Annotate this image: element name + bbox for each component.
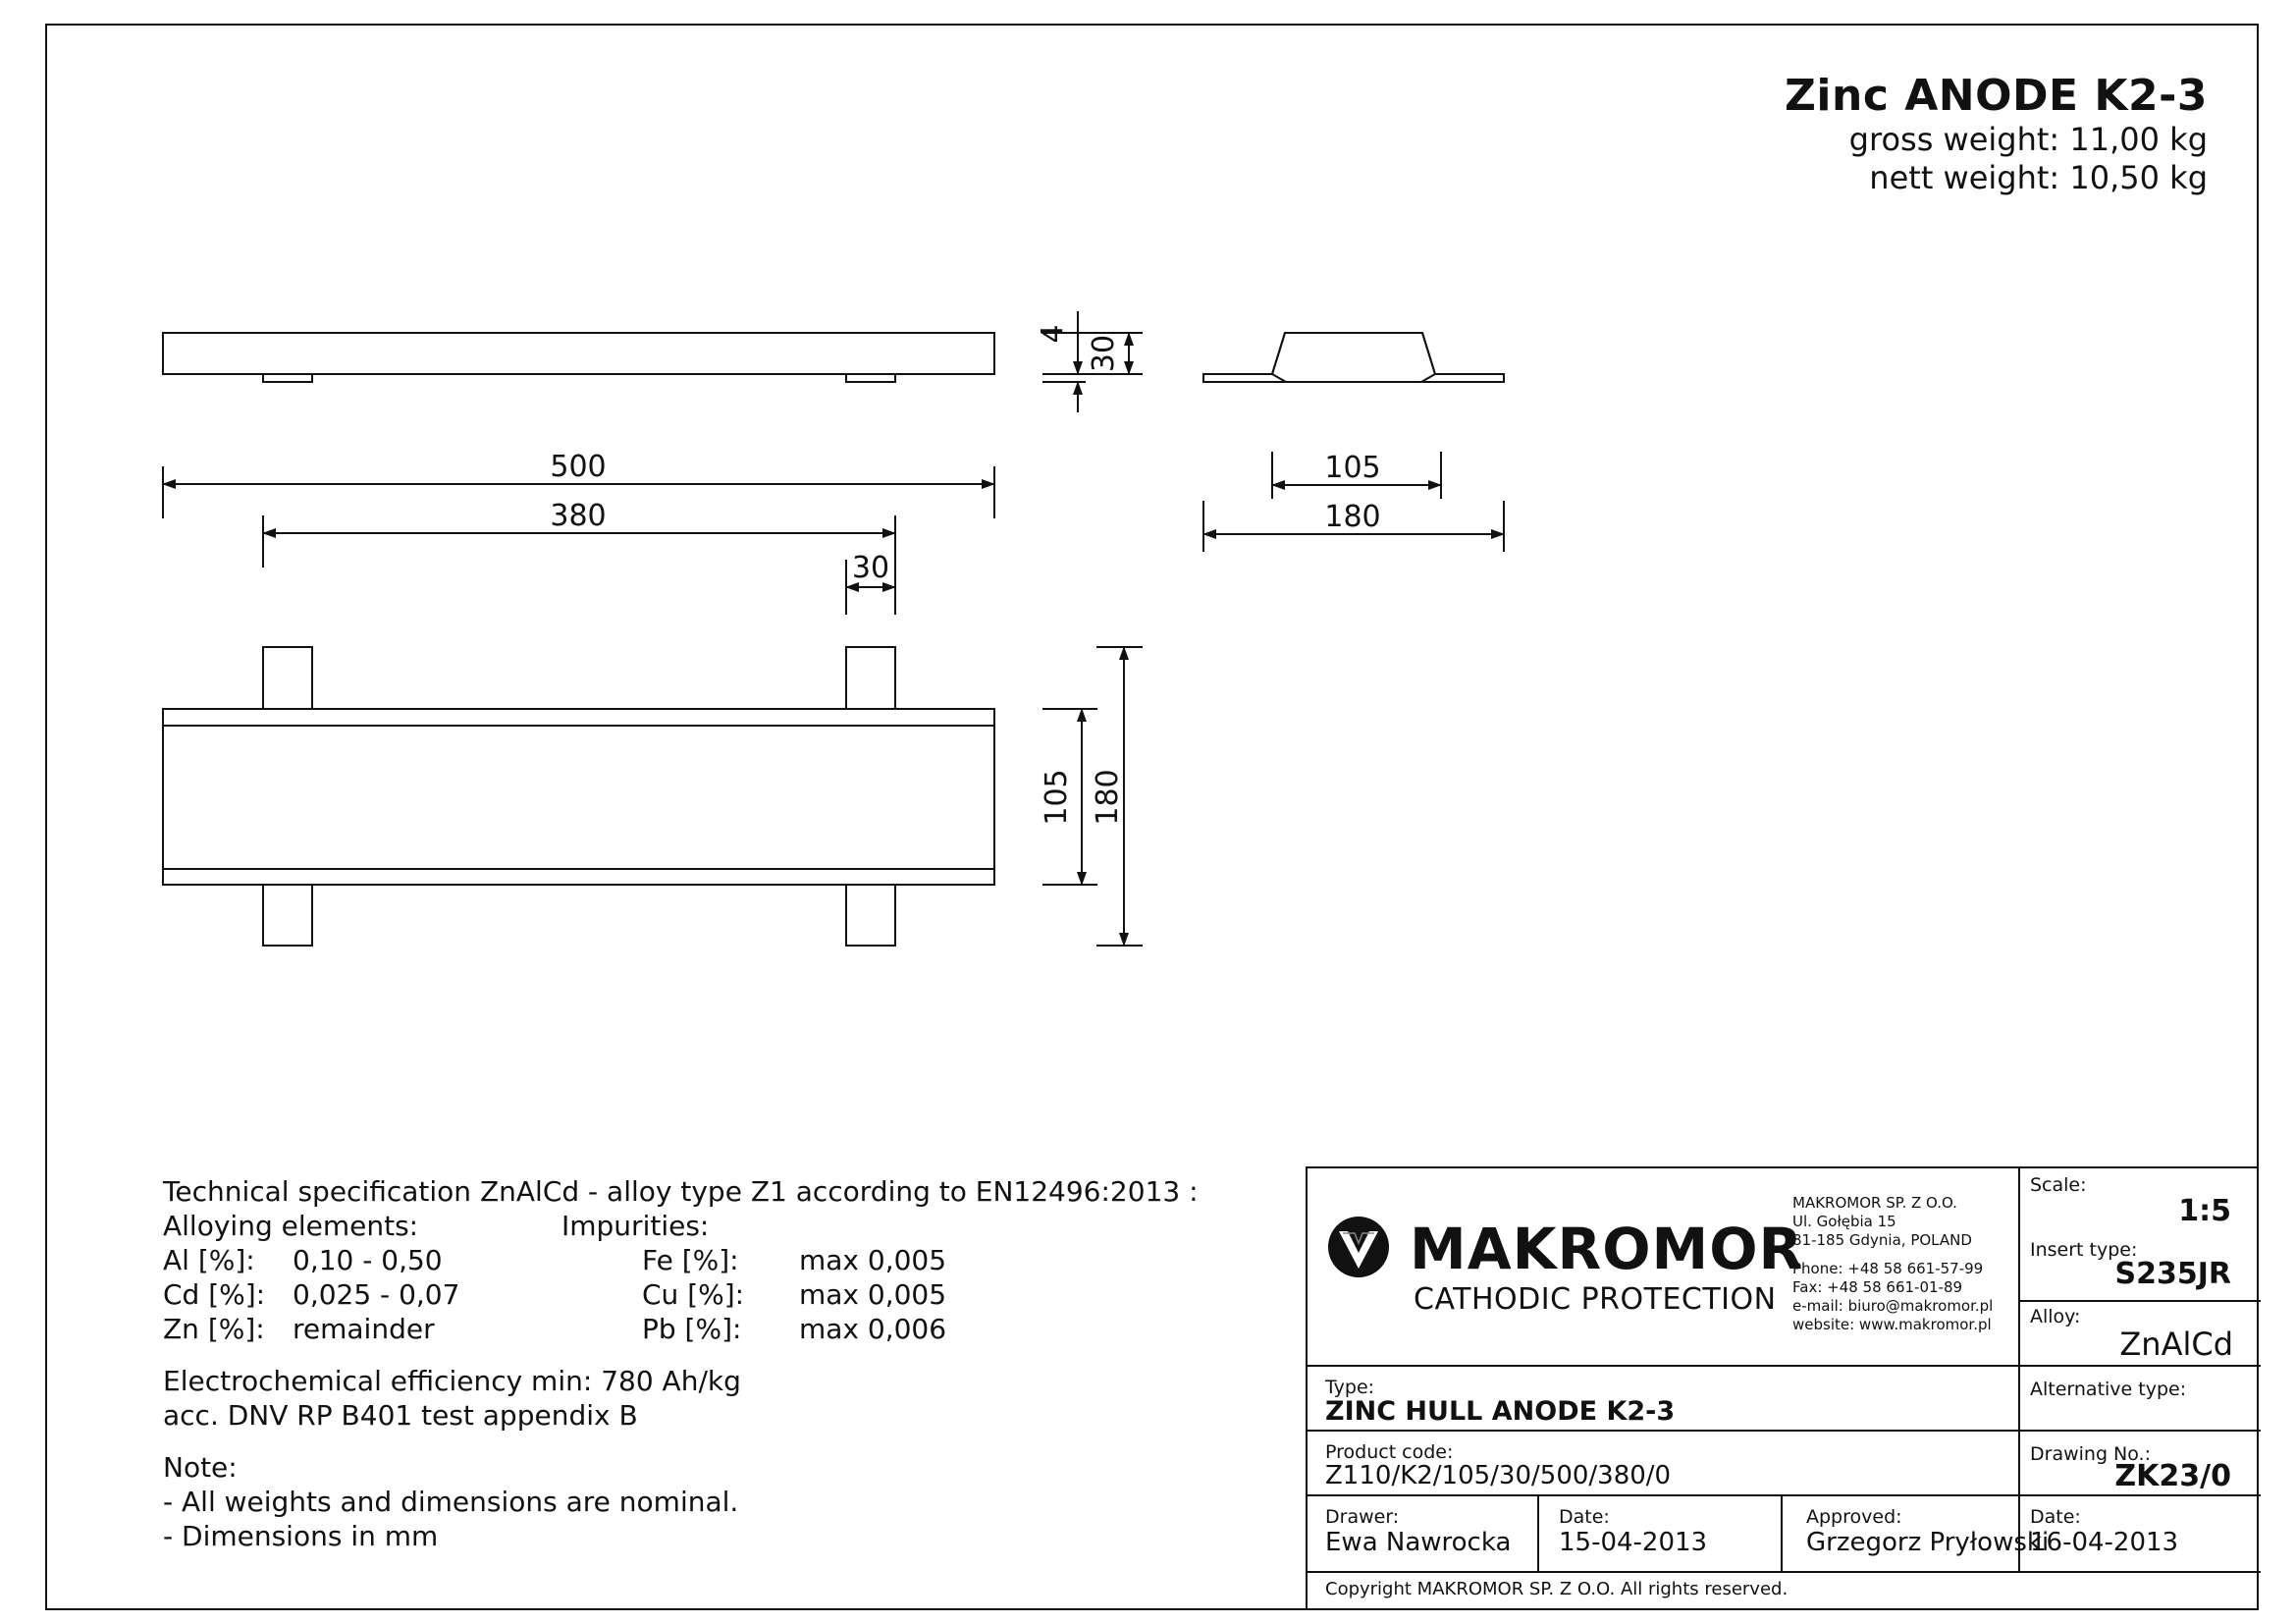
element-value: 0,10 - 0,50	[293, 1244, 443, 1276]
impurity-value: max 0,005	[799, 1244, 947, 1276]
company-name: MAKROMOR SP. Z O.O.	[1792, 1194, 1957, 1212]
plan-view-tab-bottom-right	[846, 885, 895, 946]
note-line: - Dimensions in mm	[163, 1520, 439, 1552]
company-email: e-mail: biuro@makromor.pl	[1792, 1297, 1994, 1315]
dim-text-30-height: 30	[1087, 334, 1121, 373]
makromor-logo-icon	[1325, 1214, 1392, 1280]
spec-row	[163, 1312, 1199, 1346]
impurity-label: Pb [%]:	[642, 1313, 742, 1345]
element-value: remainder	[293, 1313, 435, 1345]
plan-view-body	[163, 709, 994, 885]
spec-subheadings	[163, 1209, 1199, 1243]
product-code-label: Product code:	[1325, 1441, 1454, 1463]
drawing-number-label: Drawing No.:	[2030, 1443, 2151, 1465]
spec-row	[163, 1277, 1199, 1312]
impurities-heading: Impurities:	[561, 1210, 710, 1242]
type-value: ZINC HULL ANODE K2-3	[1325, 1396, 1676, 1427]
company-phone: Phone: +48 58 661-57-99	[1792, 1260, 1984, 1277]
element-label: Al [%]:	[163, 1244, 255, 1276]
approved-date-value: 16-04-2013	[2030, 1528, 2179, 1557]
title-block	[1306, 1166, 2259, 1610]
company-address	[1792, 1194, 1993, 1334]
nett-weight-label: nett weight:	[1869, 159, 2060, 196]
test-line: acc. DNV RP B401 test appendix B	[163, 1399, 638, 1432]
drawer-label: Drawer:	[1325, 1506, 1400, 1528]
technical-specification	[163, 1174, 1199, 1553]
end-view-profile	[1203, 333, 1504, 382]
alloy-value: ZnAlCd	[2119, 1326, 2233, 1363]
drawn-date-value: 15-04-2013	[1559, 1528, 1708, 1557]
nett-weight-value: 10,50 kg	[2069, 159, 2208, 196]
company-fax: Fax: +48 58 661-01-89	[1792, 1278, 1963, 1296]
dim-text-380: 380	[550, 499, 607, 533]
approved-label: Approved:	[1806, 1506, 1902, 1528]
company-website: website: www.makromor.pl	[1792, 1316, 1992, 1333]
alloying-heading: Alloying elements:	[163, 1210, 419, 1242]
approved-value: Grzegorz Pryłowski	[1806, 1528, 2050, 1557]
side-view-foot-left	[263, 374, 312, 382]
copyright-notice: Copyright MAKROMOR SP. Z O.O. All rights reserved.	[1325, 1579, 1789, 1599]
dim-text-top-105: 105	[1324, 451, 1381, 485]
dim-text-foot-30: 30	[851, 551, 890, 585]
element-value: 0,025 - 0,07	[293, 1278, 460, 1311]
logo-subtitle: CATHODIC PROTECTION	[1414, 1282, 1777, 1317]
note-line: - All weights and dimensions are nominal.	[163, 1486, 739, 1518]
efficiency-line: Electrochemical efficiency min: 780 Ah/kg	[163, 1365, 741, 1397]
company-city: 81-185 Gdynia, POLAND	[1792, 1231, 1972, 1249]
note-heading: Note:	[163, 1451, 238, 1484]
alternative-type-label: Alternative type:	[2030, 1379, 2187, 1400]
impurity-label: Fe [%]:	[642, 1244, 739, 1276]
impurity-value: max 0,006	[799, 1313, 947, 1345]
plan-view-tab-bottom-left	[263, 885, 312, 946]
side-view-body	[163, 333, 994, 374]
spec-row	[163, 1243, 1199, 1277]
gross-weight-label: gross weight:	[1848, 121, 2060, 158]
element-label: Zn [%]:	[163, 1313, 265, 1345]
alloy-label: Alloy:	[2030, 1306, 2081, 1327]
side-view-foot-right	[846, 374, 895, 382]
element-label: Cd [%]:	[163, 1278, 266, 1311]
spec-heading: Technical specification ZnAlCd - alloy type Z1 according to EN12496:2013 :	[163, 1175, 1199, 1208]
drawn-date-label: Date:	[1559, 1506, 1610, 1528]
dim-text-4: 4	[1036, 324, 1070, 344]
type-label: Type:	[1325, 1377, 1375, 1398]
dim-text-500: 500	[550, 450, 607, 484]
scale-label: Scale:	[2030, 1174, 2087, 1196]
gross-weight-value: 11,00 kg	[2069, 121, 2208, 158]
dim-text-width-180: 180	[1324, 500, 1381, 534]
anode-title: Zinc ANODE K2-3	[1785, 71, 2208, 121]
makromor-logo	[1325, 1214, 1392, 1284]
dim-text-plan-105: 105	[1040, 769, 1074, 826]
product-code-value: Z110/K2/105/30/500/380/0	[1325, 1461, 1672, 1490]
company-street: Ul. Gołębia 15	[1792, 1213, 1896, 1230]
impurity-value: max 0,005	[799, 1278, 947, 1311]
insert-type-value: S235JR	[2114, 1257, 2231, 1291]
plan-view-tab-top-right	[846, 647, 895, 709]
logo-name: MAKROMOR	[1410, 1216, 1804, 1282]
scale-value: 1:5	[2178, 1194, 2231, 1228]
approved-date-label: Date:	[2030, 1506, 2081, 1528]
drawing-number-value: ZK23/0	[2114, 1459, 2231, 1493]
dim-text-plan-180: 180	[1091, 769, 1125, 826]
insert-type-label: Insert type:	[2030, 1239, 2138, 1261]
drawer-value: Ewa Nawrocka	[1325, 1528, 1512, 1557]
impurity-label: Cu [%]:	[642, 1278, 745, 1311]
plan-view-tab-top-left	[263, 647, 312, 709]
